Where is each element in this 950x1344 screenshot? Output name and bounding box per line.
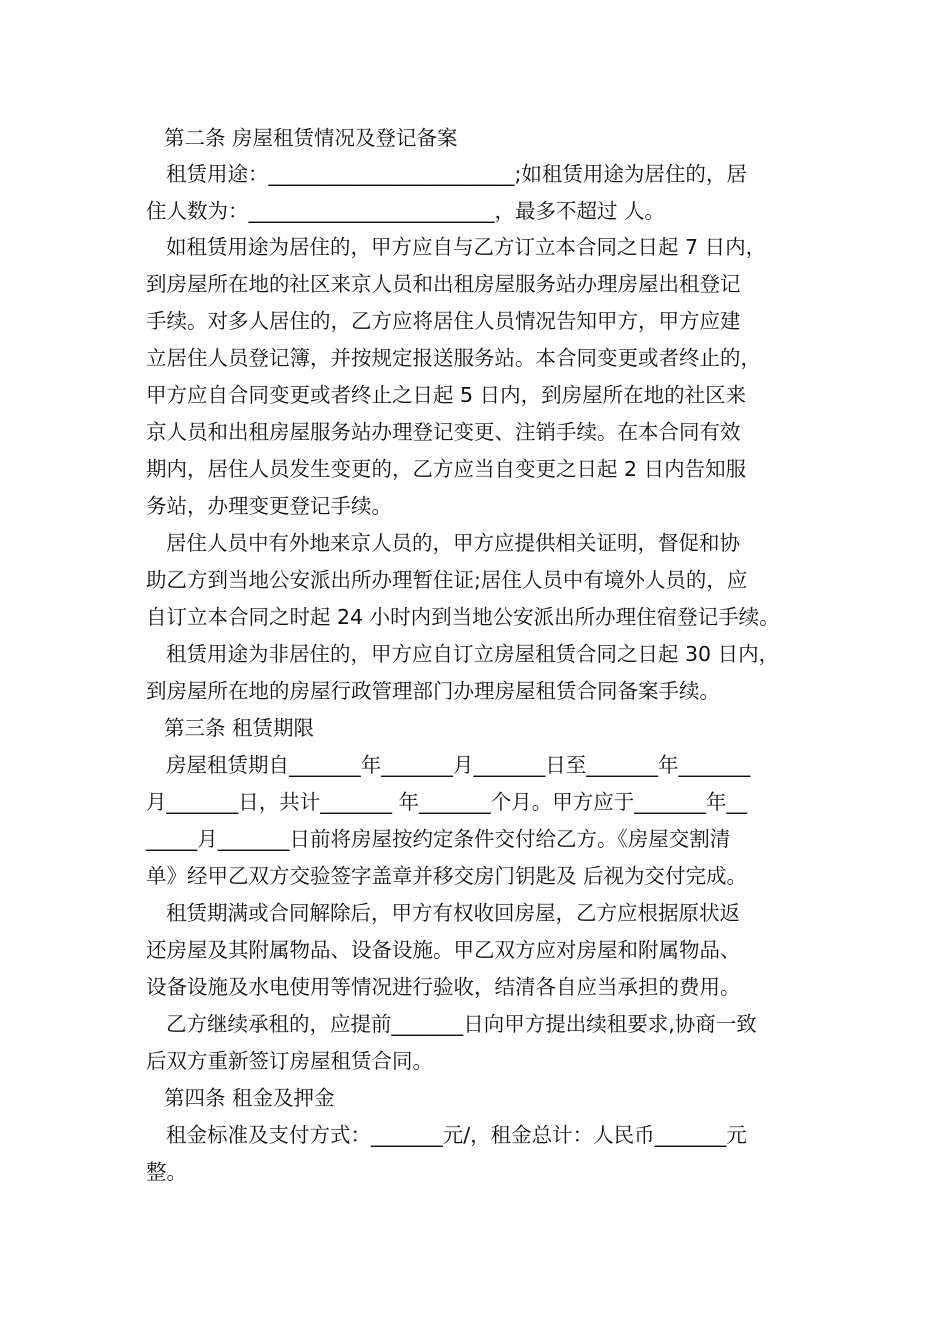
paragraph-line: _____月_______日前将房屋按约定条件交付给乙方。《房屋交割清 xyxy=(146,827,731,851)
article-4-heading: 第四条 租金及押金 xyxy=(164,1086,335,1110)
article-2-heading: 第二条 房屋租赁情况及登记备案 xyxy=(164,126,458,150)
paragraph-line: 房屋租赁期自_______年_______月_______日至_______年_______ xyxy=(166,753,751,777)
paragraph-line: 京人员和出租房屋服务站办理登记变更、注销手续。在本合同有效 xyxy=(146,420,741,444)
paragraph-line: 如租赁用途为居住的，甲方应自与乙方订立本合同之日起 7 日内， xyxy=(166,235,767,259)
paragraph-line: 设备设施及水电使用等情况进行验收，结清各自应当承担的费用。 xyxy=(146,975,741,999)
paragraph-line: 居住人员中有外地来京人员的，甲方应提供相关证明，督促和协 xyxy=(166,531,740,555)
paragraph-line: 甲方应自合同变更或者终止之日起 5 日内，到房屋所在地的社区来 xyxy=(146,383,747,407)
paragraph-line: 到房屋所在地的房屋行政管理部门办理房屋租赁合同备案手续。 xyxy=(146,679,720,703)
paragraph-line: 到房屋所在地的社区来京人员和出租房屋服务站办理房屋出租登记 xyxy=(146,272,741,296)
paragraph-line: 期内，居住人员发生变更的，乙方应当自变更之日起 2 日内告知服 xyxy=(146,457,747,481)
paragraph-line: 还房屋及其附属物品、设备设施。甲乙双方应对房屋和附属物品、 xyxy=(146,938,741,962)
paragraph-line: 助乙方到当地公安派出所办理暂住证;居住人员中有境外人员的，应 xyxy=(146,568,748,592)
paragraph-line: 整。 xyxy=(146,1160,187,1184)
paragraph-line: 住人数为：________________________，最多不超过 人。 xyxy=(146,199,666,223)
paragraph-line: 单》经甲乙双方交验签字盖章并移交房门钥匙及 后视为交付完成。 xyxy=(146,864,748,888)
paragraph-line: 务站，办理变更登记手续。 xyxy=(146,494,392,518)
paragraph-line: 后双方重新签订房屋租赁合同。 xyxy=(146,1049,433,1073)
paragraph-line: 租赁用途为非居住的，甲方应自订立房屋租赁合同之日起 30 日内， xyxy=(166,642,780,666)
paragraph-line: 立居住人员登记簿，并按规定报送服务站。本合同变更或者终止的， xyxy=(146,346,761,370)
paragraph-line: 租金标准及支付方式：_______元/，租金总计：人民币_______元 xyxy=(166,1123,747,1147)
paragraph-line: 月_______日，共计_______ 年_______个月。甲方应于_______年__ xyxy=(146,790,748,814)
paragraph-line: 租赁期满或合同解除后，甲方有权收回房屋，乙方应根据原状返 xyxy=(166,901,740,925)
paragraph-line: 手续。对多人居住的，乙方应将居住人员情况告知甲方，甲方应建 xyxy=(146,309,741,333)
article-3-heading: 第三条 租赁期限 xyxy=(164,716,315,740)
paragraph-line: 租赁用途：________________________;如租赁用途为居住的，居 xyxy=(166,162,747,186)
paragraph-line: 乙方继续承租的，应提前_______日向甲方提出续租要求,协商一致 xyxy=(166,1012,757,1036)
paragraph-line: 自订立本合同之时起 24 小时内到当地公安派出所办理住宿登记手续。 xyxy=(146,605,780,629)
